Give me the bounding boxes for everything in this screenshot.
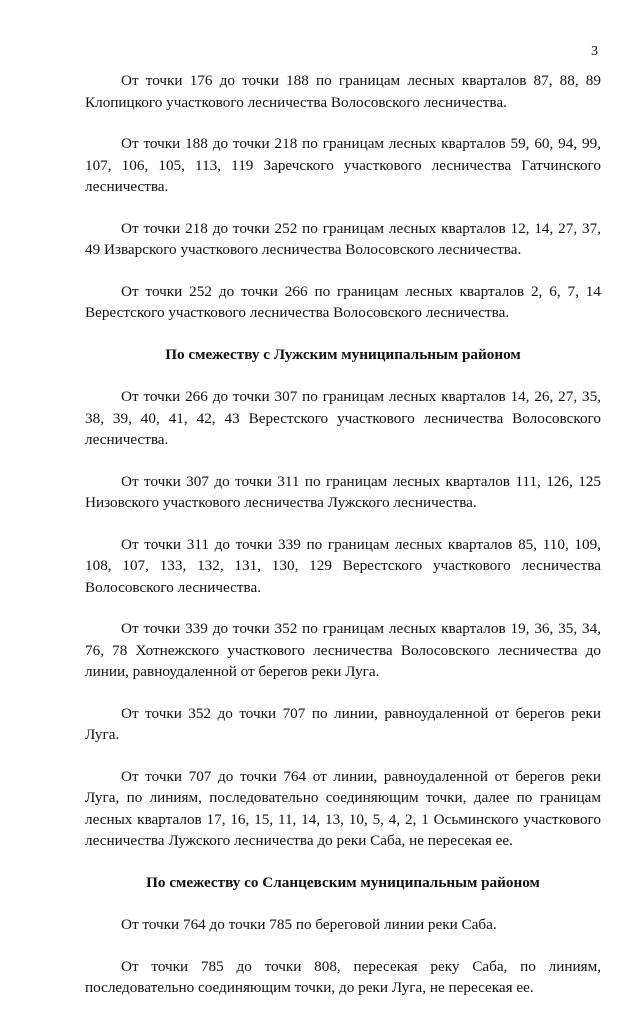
paragraph: От точки 785 до точки 808, пересекая реку Саба, по линиям, последовательно соединяющим точки, до реки Луга, не пересекая ее. bbox=[85, 957, 601, 996]
paragraph: От точки 707 до точки 764 от линии, равноудаленной от берегов реки Луга, по линиям, последовательно соединяющим точки, далее по границам лесных кварталов 17, 16, 15, 11, 14, 13, 10, 5, 4, 2, 1 Осьминского участкового лесничества Лужского лесничества до реки Саба, не пересекая ее. bbox=[85, 767, 601, 849]
paragraph: От точки 307 до точки 311 по границам лесных кварталов 111, 126, 125 Низовского участкового лесничества Лужского лесничества. bbox=[85, 472, 601, 511]
document-body bbox=[85, 70, 601, 1019]
paragraph: От точки 339 до точки 352 по границам лесных кварталов 19, 36, 35, 34, 76, 78 Хотнежского участкового лесничества Волосовского лесничества до линии, равноудаленной от берегов реки Луга. bbox=[85, 620, 601, 680]
section-heading-luga: По смежеству с Лужским муниципальным районом bbox=[165, 345, 521, 363]
paragraph: От точки 252 до точки 266 по границам лесных кварталов 2, 6, 7, 14 Верестского участкового лесничества Волосовского лесничества. bbox=[85, 282, 601, 321]
paragraph: От точки 352 до точки 707 по линии, равноудаленной от берегов реки Луга. bbox=[85, 704, 601, 743]
section-heading-slantsy: По смежеству со Сланцевским муниципальным районом bbox=[146, 873, 540, 891]
page-number: 3 bbox=[591, 44, 598, 59]
paragraph: От точки 218 до точки 252 по границам лесных кварталов 12, 14, 27, 37, 49 Изварского участкового лесничества Волосовского лесничества. bbox=[85, 219, 601, 258]
paragraph: От точки 188 до точки 218 по границам лесных кварталов 59, 60, 94, 99, 107, 106, 105, 113, 119 Заречского участкового лесничества Гатчинского лесничества. bbox=[85, 135, 601, 195]
paragraph: От точки 311 до точки 339 по границам лесных кварталов 85, 110, 109, 108, 107, 133, 132, 131, 130, 129 Верестского участкового лесничества Волосовского лесничества. bbox=[85, 535, 601, 596]
paragraph: От точки 266 до точки 307 по границам лесных кварталов 14, 26, 27, 35, 38, 39, 40, 41, 42, 43 Верестского участкового лесничества Волосовского лесничества. bbox=[85, 388, 601, 448]
paragraph: От точки 176 до точки 188 по границам лесных кварталов 87, 88, 89 Клопицкого участкового лесничества Волосовского лесничества. bbox=[85, 72, 601, 111]
paragraph: От точки 764 до точки 785 по береговой линии реки Саба. bbox=[121, 916, 497, 933]
